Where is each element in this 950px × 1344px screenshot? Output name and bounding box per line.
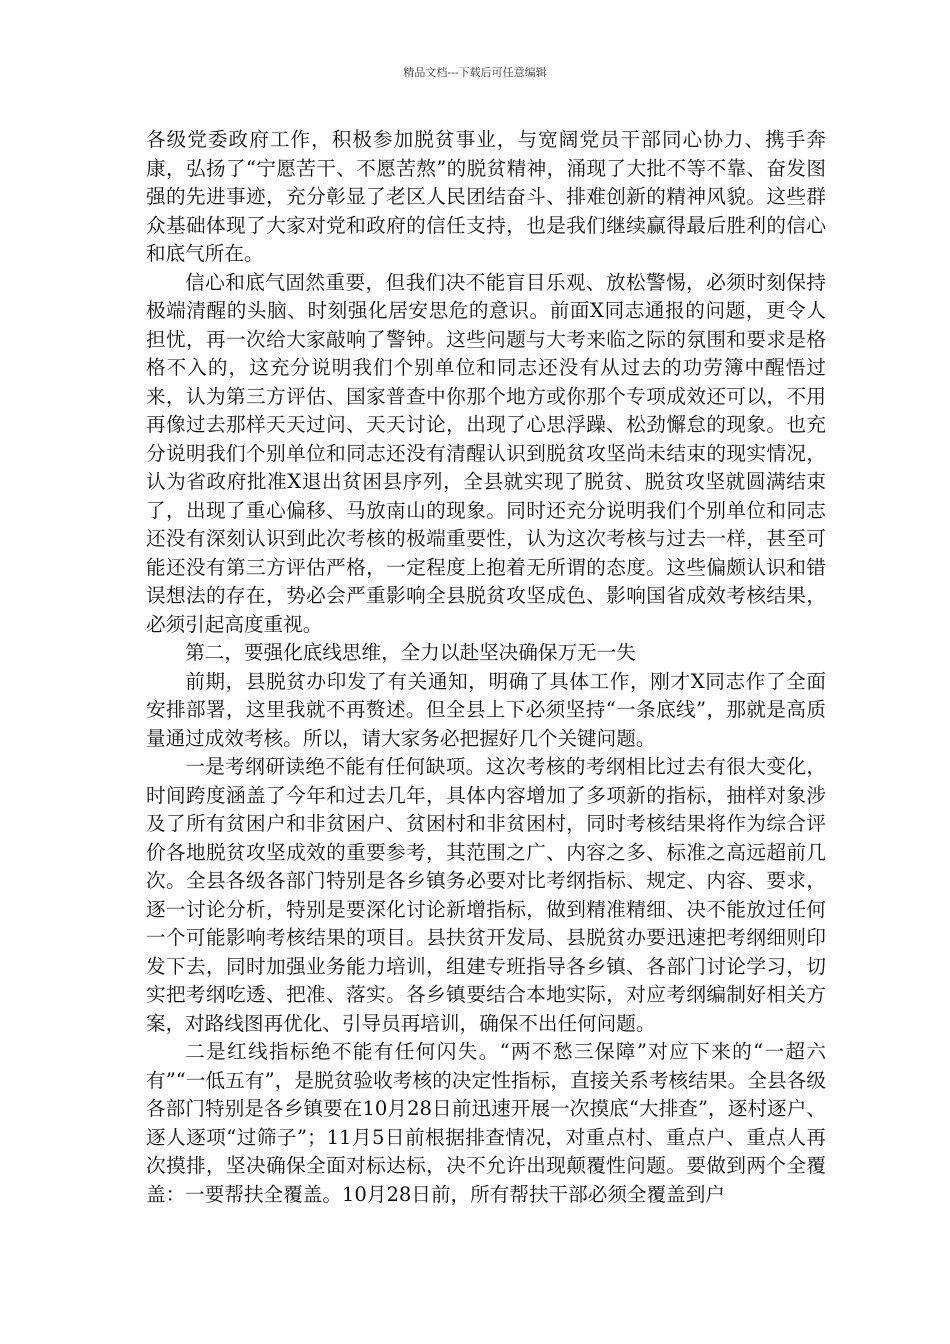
- page-header: 精品文档---下载后可任意编辑: [403, 66, 547, 79]
- paragraph: 一是考纲研读绝不能有任何缺项。这次考核的考纲相比过去有很大变化，时间跨度涵盖了今年和过去几年，具体内容增加了多项新的指标，抽样对象涉及了所有贫困户和非贫困户、贫困村和非贫困村，同时考核结果将作为综合评价各地脱贫攻坚成效的重要参考，其范围之广、内容之多、标准之高远超前几次。全县各级各部门特别是各乡镇务必要对比考纲指标、规定、内容、要求，逐一讨论分析，特别是要深化讨论新增指标，做到精准精细、决不能放过任何一个可能影响考核结果的项目。县扶贫开发局、县脱贫办要迅速把考纲细则印发下去，同时加强业务能力培训，组建专班指导各乡镇、各部门讨论学习，切实把考纲吃透、把准、落实。各乡镇要结合本地实际，对应考纲编制好相关方案，对路线图再优化、引导员再培训，确保不出任何问题。: [146, 755, 826, 1035]
- paragraph: 二是红线指标绝不能有任何闪失。“两不愁三保障”对应下来的“一超六有”“一低五有”，是脱贫验收考核的决定性指标，直接关系考核结果。全县各级各部门特别是各乡镇要在10月28日前迅速开展一次摸底“大排查”，逐村逐户、逐人逐项“过筛子”；11月5日前根据排查情况，对重点村、重点户、重点人再次摸排，坚决确保全面对标达标，决不允许出现颠覆性问题。要做到两个全覆盖：一要帮扶全覆盖。10月28日前，所有帮扶干部必须全覆盖到户: [146, 1040, 826, 1206]
- paragraph: 信心和底气固然重要，但我们决不能盲目乐观、放松警惕，必须时刻保持极端清醒的头脑、时刻强化居安思危的意识。前面X同志通报的问题，更令人担忧，再一次给大家敲响了警钟。这些问题与大考来临之际的氛围和要求是格格不入的，这充分说明我们个别单位和同志还没有从过去的功劳簿中醒悟过来，认为第三方评估、国家普查中你那个地方或你那个专项成效还可以，不用再像过去那样天天过问、天天讨论，出现了心思浮躁、松劲懈怠的现象。也充分说明我们个别单位和同志还没有清醒认识到脱贫攻坚尚未结束的现实情况，认为省政府批准X退出贫困县序列，全县就实现了脱贫、脱贫攻坚就圆满结束了，出现了重心偏移、马放南山的现象。同时还充分说明我们个别单位和同志还没有深刻认识到此次考核的极端重要性，认为这次考核与过去一样，甚至可能还没有第三方评估严格，一定程度上抱着无所谓的态度。这些偏颇认识和错误想法的存在，势必会严重影响全县脱贫攻坚成色、影响国省成效考核结果，必须引起高度重视。: [146, 270, 826, 636]
- paragraph: 各级党委政府工作，积极参加脱贫事业，与宽阔党员干部同心协力、携手奔康，弘扬了“宁愿苦干、不愿苦熬”的脱贫精神，涌现了大批不等不靠、奋发图强的先进事迹，充分彰显了老区人民团结奋斗、排难创新的精神风貌。这些群众基础体现了大家对党和政府的信任支持，也是我们继续赢得最后胜利的信心和底气所在。: [146, 128, 826, 265]
- paragraph: 前期，县脱贫办印发了有关通知，明确了具体工作，刚才X同志作了全面安排部署，这里我就不再赘述。但全县上下必须坚持“一条底线”，那就是高质量通过成效考核。所以，请大家务必把握好几个关键问题。: [146, 669, 826, 750]
- section-heading: 第二，要强化底线思维，全力以赴坚决确保万无一失: [185, 641, 636, 664]
- document-body: [146, 126, 826, 1209]
